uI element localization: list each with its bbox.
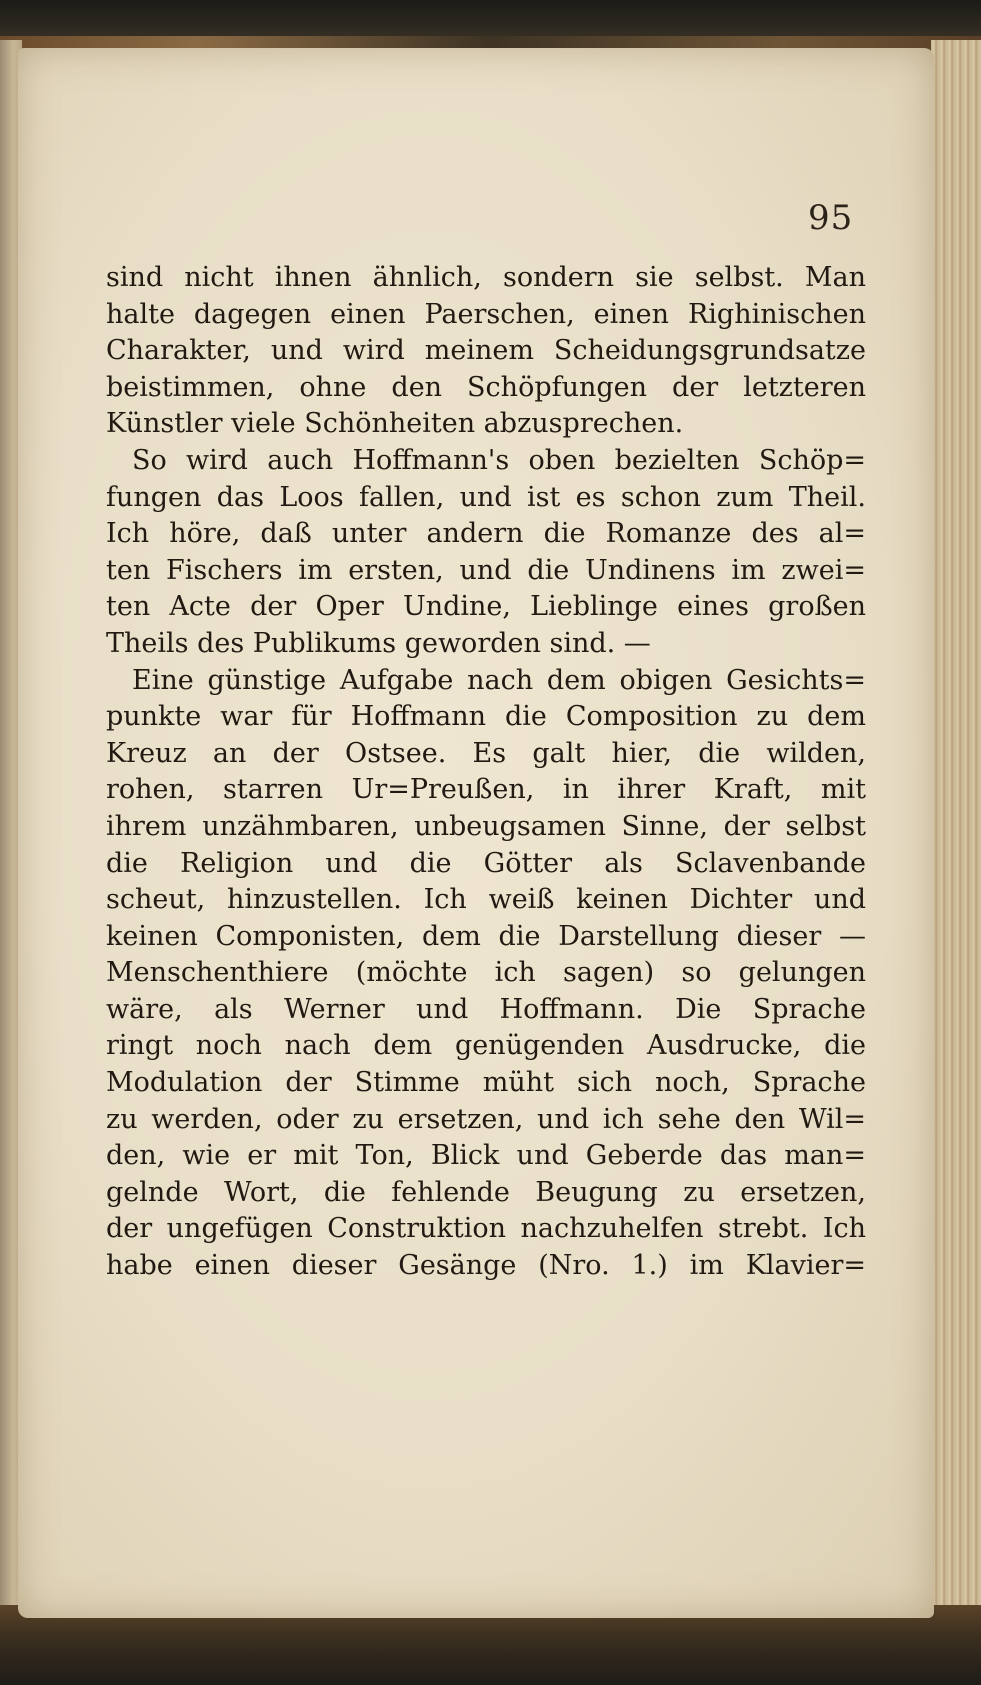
text-line: beistimmen, ohne den Schöpfungen der letzteren: [106, 371, 866, 403]
text-line: Menschenthiere (möchte ich sagen) so gelungen: [106, 957, 866, 989]
text-line: habe einen dieser Gesänge (Nro. 1.) im Klavier=: [106, 1250, 866, 1282]
text-line: die Religion und die Götter als Sclavenbande: [106, 847, 866, 879]
page-edges: [931, 40, 981, 1620]
text-line: Ich höre, daß unter andern die Romanze des al=: [106, 518, 866, 550]
text-line: halte dagegen einen Paerschen, einen Righinischen: [106, 298, 866, 330]
text-line: Charakter, und wird meinem Scheidungsgrundsatze: [106, 335, 866, 367]
text-line: ten Acte der Oper Undine, Lieblinge eines großen: [106, 591, 866, 623]
text-line: zu werden, oder zu ersetzen, und ich sehe den Wil=: [106, 1103, 866, 1135]
text-line: sind nicht ihnen ähnlich, sondern sie selbst. Man: [106, 262, 866, 293]
text-line: fungen das Loos fallen, und ist es schon zum Theil.: [106, 481, 866, 513]
text-line: der ungefügen Construktion nachzuhelfen strebt. Ich: [106, 1213, 866, 1245]
text-line: ringt noch nach dem genügenden Ausdrucke, die: [106, 1030, 866, 1062]
text-line: Theils des Publikums geworden sind. —: [106, 627, 651, 659]
text-line: gelnde Wort, die fehlende Beugung zu ersetzen,: [106, 1176, 866, 1208]
text-line: Künstler viele Schönheiten abzusprechen.: [106, 408, 684, 440]
text-line: keinen Componisten, dem die Darstellung dieser —: [106, 920, 866, 952]
text-line: den, wie er mit Ton, Blick und Geberde das man=: [106, 1140, 866, 1172]
text-line: wäre, als Werner und Hoffmann. Die Sprache: [106, 993, 866, 1025]
text-line: ten Fischers im ersten, und die Undinens im zwei=: [106, 554, 866, 586]
text-line: rohen, starren Ur=Preußen, in ihrer Kraft, mit: [106, 774, 866, 806]
text-line: ihrem unzähmbaren, unbeugsamen Sinne, der selbst: [106, 810, 866, 842]
text-line: punkte war für Hoffmann die Composition zu dem: [106, 701, 866, 733]
book-page: [18, 48, 934, 1618]
body-text: [106, 260, 866, 1285]
text-line: So wird auch Hoffmann's oben bezielten Schöp=: [132, 444, 866, 476]
text-line: Eine günstige Aufgabe nach dem obigen Gesichts=: [132, 664, 866, 696]
page-number: 95: [808, 198, 854, 238]
text-line: scheut, hinzustellen. Ich weiß keinen Dichter und: [106, 884, 866, 916]
text-line: Modulation der Stimme müht sich noch, Sprache: [106, 1067, 866, 1099]
text-line: Kreuz an der Ostsee. Es galt hier, die wilden,: [106, 737, 866, 769]
